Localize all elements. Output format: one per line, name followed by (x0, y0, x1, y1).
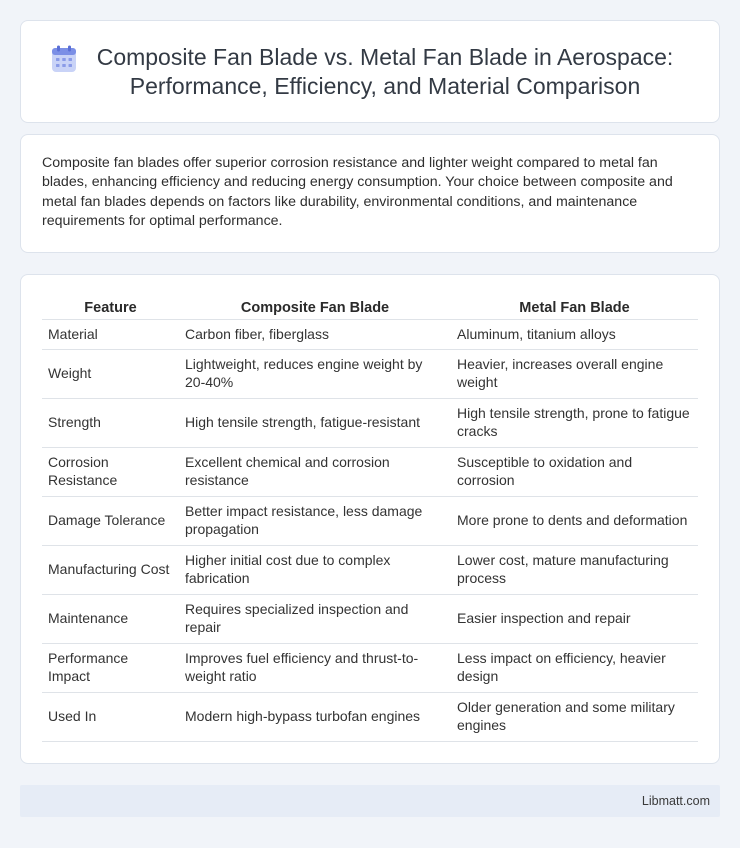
composite-cell: Higher initial cost due to complex fabrication (179, 545, 451, 594)
composite-cell: Lightweight, reduces engine weight by 20-40% (179, 349, 451, 398)
metal-cell: Lower cost, mature manufacturing process (451, 545, 698, 594)
composite-cell: Requires specialized inspection and repair (179, 594, 451, 643)
composite-cell: Better impact resistance, less damage propagation (179, 496, 451, 545)
intro-card (20, 134, 720, 253)
table-row (42, 447, 698, 496)
metal-cell: Susceptible to oxidation and corrosion (451, 447, 698, 496)
table-header-row (42, 296, 698, 319)
comparison-card (20, 274, 720, 764)
calendar-icon (51, 45, 77, 73)
footer-bar (20, 785, 720, 817)
metal-cell: Aluminum, titanium alloys (451, 319, 698, 349)
footer-site-link[interactable]: Libmatt.com (641, 794, 710, 808)
composite-cell: High tensile strength, fatigue-resistant (179, 398, 451, 447)
table-row (42, 398, 698, 447)
table-row (42, 643, 698, 692)
table-row (42, 319, 698, 349)
metal-cell: Less impact on efficiency, heavier design (451, 643, 698, 692)
feature-cell: Weight (42, 349, 179, 398)
header-metal: Metal Fan Blade (451, 296, 698, 319)
intro-paragraph: Composite fan blades offer superior corrosion resistance and lighter weight compared to metal fan blades, enhancing efficiency and reducing energy consumption. Your choice between composite and metal fan blades depends on factors like durability, environmental conditions, and maintenance requirements for optimal performance. (42, 155, 673, 230)
table-row (42, 349, 698, 398)
composite-cell: Excellent chemical and corrosion resistance (179, 447, 451, 496)
feature-cell: Corrosion Resistance (42, 447, 179, 496)
header-feature: Feature (42, 296, 179, 319)
metal-cell: More prone to dents and deformation (451, 496, 698, 545)
feature-cell: Material (42, 319, 179, 349)
feature-cell: Manufacturing Cost (42, 545, 179, 594)
composite-cell: Improves fuel efficiency and thrust-to-weight ratio (179, 643, 451, 692)
feature-cell: Damage Tolerance (42, 496, 179, 545)
title-card (20, 20, 720, 123)
table-row (42, 692, 698, 741)
metal-cell: Easier inspection and repair (451, 594, 698, 643)
feature-cell: Maintenance (42, 594, 179, 643)
metal-cell: Heavier, increases overall engine weight (451, 349, 698, 398)
metal-cell: Older generation and some military engines (451, 692, 698, 741)
feature-cell: Strength (42, 398, 179, 447)
table-row (42, 594, 698, 643)
table-row (42, 496, 698, 545)
table-row (42, 545, 698, 594)
page-title: Composite Fan Blade vs. Metal Fan Blade in Aerospace: Performance, Efficiency, and Material Comparison (96, 44, 674, 99)
composite-cell: Carbon fiber, fiberglass (179, 319, 451, 349)
composite-cell: Modern high-bypass turbofan engines (179, 692, 451, 741)
feature-cell: Used In (42, 692, 179, 741)
feature-cell: Performance Impact (42, 643, 179, 692)
comparison-table (42, 296, 698, 742)
metal-cell: High tensile strength, prone to fatigue cracks (451, 398, 698, 447)
header-composite: Composite Fan Blade (179, 296, 451, 319)
